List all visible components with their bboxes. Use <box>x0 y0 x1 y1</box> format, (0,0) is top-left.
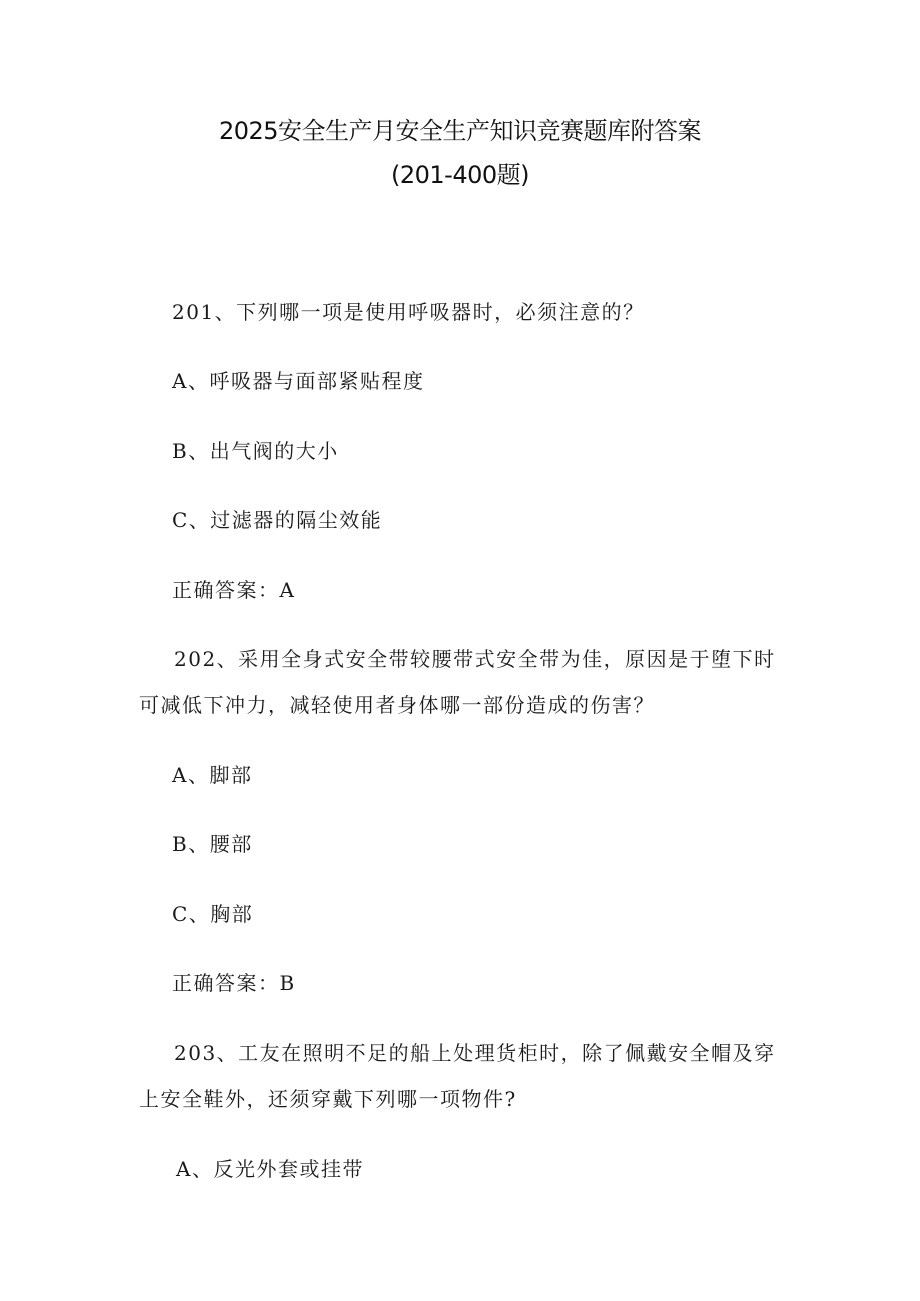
option-a: A、脚部 <box>172 763 253 787</box>
question-stem: 201、下列哪一项是使用呼吸器时，必须注意的？ <box>172 300 645 324</box>
question-stem-line-2: 可减低下冲力，减轻使用者身体哪一部份造成的伤害？ <box>139 693 655 717</box>
option-a: A、呼吸器与面部紧贴程度 <box>172 369 425 393</box>
question-stem-line-2: 上安全鞋外，还须穿戴下列哪一项物件? <box>139 1087 517 1111</box>
option-c: C、过滤器的隔尘效能 <box>172 508 383 532</box>
option-b: B、腰部 <box>172 832 253 856</box>
question-stem-line-1: 203、工友在照明不足的船上处理货柜时，除了佩戴安全帽及穿 <box>174 1041 776 1065</box>
option-c: C、胸部 <box>172 902 254 926</box>
title-line-2: (201-400题) <box>390 161 529 189</box>
option-b: B、出气阀的大小 <box>172 439 339 463</box>
correct-answer: 正确答案：B <box>172 971 296 995</box>
correct-answer: 正确答案：A <box>172 578 296 602</box>
title-line-1: 2025安全生产月安全生产知识竞赛题库附答案 <box>218 117 702 145</box>
question-stem-line-1: 202、采用全身式安全带较腰带式安全带为佳，原因是于堕下时 <box>174 647 776 671</box>
option-a: A、反光外套或挂带 <box>176 1157 364 1181</box>
